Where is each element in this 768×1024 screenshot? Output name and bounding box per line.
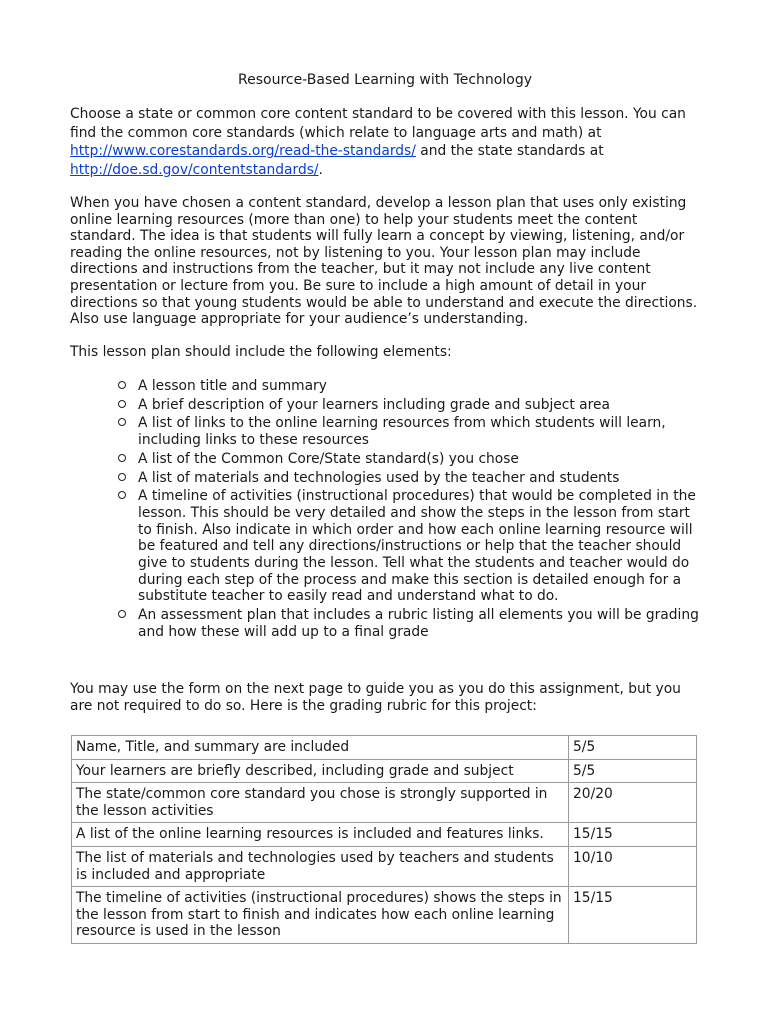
list-item: A lesson title and summary: [70, 378, 700, 395]
intro-text-1: Choose a state or common core content standard to be covered with this lesson. You can find the common core standards (which relate to language arts and math) at: [70, 106, 686, 141]
list-item: A list of links to the online learning resources from which students will learn, including links to these resources: [70, 415, 700, 448]
list-item: A list of materials and technologies used by the teacher and students: [70, 470, 700, 487]
list-item: An assessment plan that includes a rubric listing all elements you will be grading and how these will add up to a final grade: [70, 607, 700, 640]
intro-text-3: .: [318, 162, 323, 179]
intro-text-2: and the state standards at: [420, 143, 604, 160]
corestandards-link[interactable]: http://www.corestandards.org/read-the-standards/: [70, 143, 416, 160]
table-row: [72, 736, 697, 760]
rubric-criterion: The list of materials and technologies used by teachers and students is included and appropriate: [72, 846, 569, 886]
rubric-criterion: The state/common core standard you chose is strongly supported in the lesson activities: [72, 783, 569, 823]
bullet-icon: [118, 400, 126, 408]
table-row: [72, 759, 697, 783]
elements-list: [70, 378, 700, 643]
rubric-criterion: The timeline of activities (instructional procedures) shows the steps in the lesson from start to finish and indicates how each online learning resource is used in the lesson: [72, 887, 569, 944]
table-row: [72, 887, 697, 944]
bullet-icon: [118, 491, 126, 499]
rubric-score: 10/10: [569, 846, 697, 886]
bullet-icon: [118, 473, 126, 481]
table-row: [72, 823, 697, 847]
list-item: A list of the Common Core/State standard(s) you chose: [70, 451, 700, 468]
instructions-paragraph: When you have chosen a content standard, develop a lesson plan that uses only existing online learning resources (more than one) to help your students meet the content standard. The idea is that students will fully learn a concept by viewing, listening, and/or reading the online resources, not by listening to you. Your lesson plan may include directions and instructions from the teacher, but it may not include any live content presentation or lecture from you. Be sure to include a high amount of detail in your directions so that young students would be able to understand and execute the directions. Also use language appropriate for your audience’s understanding.: [70, 195, 698, 328]
state-standards-link[interactable]: http://doe.sd.gov/contentstandards/: [70, 162, 319, 179]
grading-rubric-table: [71, 735, 697, 944]
document-title: Resource-Based Learning with Technology: [238, 72, 532, 88]
elements-intro: This lesson plan should include the following elements:: [70, 344, 452, 360]
intro-paragraph: [70, 105, 700, 180]
rubric-criterion: Your learners are briefly described, including grade and subject: [72, 759, 569, 783]
rubric-score: 5/5: [569, 759, 697, 783]
bullet-icon: [118, 454, 126, 462]
table-row: [72, 846, 697, 886]
list-item: A brief description of your learners including grade and subject area: [70, 397, 700, 414]
bullet-icon: [118, 381, 126, 389]
rubric-criterion: A list of the online learning resources is included and features links.: [72, 823, 569, 847]
rubric-criterion: Name, Title, and summary are included: [72, 736, 569, 760]
list-item: A timeline of activities (instructional procedures) that would be completed in the lesson. This should be very detailed and show the steps in the lesson from start to finish. Also indicate in which order and how each online learning resource will be featured and tell any directions/instructions or help that the teacher should give to students during the lesson. Tell what the students and teacher would do during each step of the process and make this section is detailed enough for a substitute teacher to easily read and understand what to do.: [70, 488, 700, 605]
bullet-icon: [118, 418, 126, 426]
rubric-intro: You may use the form on the next page to guide you as you do this assignment, but you are not required to do so. Here is the grading rubric for this project:: [70, 681, 681, 714]
rubric-score: 5/5: [569, 736, 697, 760]
table-row: [72, 783, 697, 823]
bullet-icon: [118, 610, 126, 618]
rubric-score: 15/15: [569, 823, 697, 847]
rubric-score: 20/20: [569, 783, 697, 823]
rubric-score: 15/15: [569, 887, 697, 944]
